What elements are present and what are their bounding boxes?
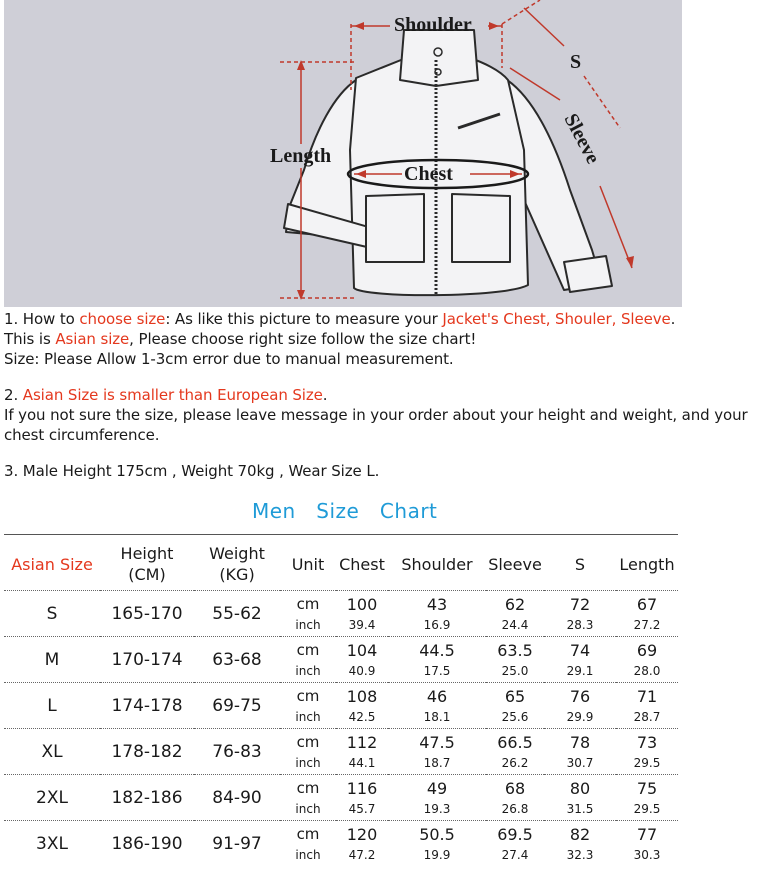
shoulder-label: Shoulder <box>394 14 472 36</box>
unit-inch-cell: inch <box>280 661 336 683</box>
sleeve-inch-cell: 26.2 <box>486 753 544 775</box>
sleeve-inch-cell: 25.0 <box>486 661 544 683</box>
shoulder-inch-cell: 18.1 <box>388 707 486 729</box>
instruction-3: 3. Male Height 175cm , Weight 70kg , Wear Size L. <box>4 462 380 480</box>
unit-inch-cell: inch <box>280 799 336 821</box>
highlight-asian-smaller: Asian Size is smaller than European Size <box>22 386 323 404</box>
table-row <box>4 821 678 846</box>
s-cm-cell: 72 <box>569 594 591 614</box>
size-cell: 3XL <box>36 833 68 854</box>
shoulder-inch-cell: 18.7 <box>388 753 486 775</box>
weight-cell: 63-68 <box>194 637 280 683</box>
header-unit: Unit <box>280 538 336 591</box>
s-inch-cell: 31.5 <box>544 799 616 821</box>
unit-inch-cell: inch <box>280 753 336 775</box>
header-shoulder: Shoulder <box>388 538 486 591</box>
table-row <box>4 637 678 662</box>
table-row <box>4 683 678 708</box>
unit-inch-cell: inch <box>295 848 321 862</box>
instruction-error-margin: Size: Please Allow 1-3cm error due to manual measurement. <box>4 350 454 368</box>
table-row <box>4 775 678 800</box>
header-weight-line2: (KG) <box>219 565 255 584</box>
header-weight-line1: Weight <box>209 544 265 563</box>
weight-cell: 55-62 <box>194 591 280 637</box>
table-header-row <box>4 538 678 591</box>
sleeve-inch-cell: 24.4 <box>486 615 544 637</box>
chest-inch-cell: 40.9 <box>336 661 388 683</box>
sleeve-inch-cell: 27.4 <box>501 848 529 862</box>
height-cell: 178-182 <box>100 729 194 775</box>
sleeve-cm-cell: 62 <box>504 594 526 614</box>
s-label: S <box>570 51 582 73</box>
header-chest: Chest <box>336 538 388 591</box>
instruction-2 <box>4 385 762 405</box>
sleeve-label: Sleeve <box>559 110 605 168</box>
text-span: , Please choose right size follow the size chart! <box>129 330 477 348</box>
sleeve-inch-cell: 26.8 <box>486 799 544 821</box>
length-cm-cell: 69 <box>636 640 658 660</box>
shoulder-inch-cell: 17.5 <box>388 661 486 683</box>
chart-title: Men Size Chart <box>252 499 438 523</box>
unit-inch-cell: inch <box>280 707 336 729</box>
header-length: Length <box>616 538 678 591</box>
height-cell: 182-186 <box>100 775 194 821</box>
chest-inch-cell: 45.7 <box>336 799 388 821</box>
length-cm-cell: 71 <box>636 686 658 706</box>
text-span: 1. How to <box>4 310 80 328</box>
unit-cm-cell: cm <box>296 825 320 843</box>
header-height-line1: Height <box>120 544 174 563</box>
chest-inch-cell: 47.2 <box>348 848 376 862</box>
sleeve-cm-cell: 68 <box>504 778 526 798</box>
height-cell: 186-190 <box>111 833 183 854</box>
jacket-illustration <box>4 0 682 307</box>
highlight-measurements: Jacket's Chest, Shouler, Sleeve <box>442 310 671 328</box>
unit-cm-cell: cm <box>296 595 320 613</box>
chest-cm-cell: 104 <box>346 640 378 660</box>
sleeve-cm-cell: 66.5 <box>497 732 533 752</box>
instruction-asian-size <box>4 329 762 349</box>
shoulder-cm-cell: 44.5 <box>419 640 455 660</box>
instruction-leave-message: If you not sure the size, please leave message in your order about your height and weight, and your chest circumference. <box>4 406 748 444</box>
header-height <box>100 538 194 591</box>
table-row <box>4 729 678 754</box>
s-cm-cell: 82 <box>569 824 591 844</box>
unit-cm-cell: cm <box>296 687 320 705</box>
sleeve-cm-cell: 63.5 <box>497 640 533 660</box>
table-top-rule <box>4 534 678 535</box>
weight-cell: 84-90 <box>194 775 280 821</box>
s-inch-cell: 29.1 <box>544 661 616 683</box>
size-cell: L <box>4 683 100 729</box>
chest-cm-cell: 120 <box>346 824 378 844</box>
s-inch-cell: 32.3 <box>566 848 594 862</box>
chest-cm-cell: 112 <box>346 732 378 752</box>
weight-cell: 69-75 <box>194 683 280 729</box>
size-chart-table <box>4 538 678 866</box>
header-asian-size: Asian Size <box>4 538 100 591</box>
s-cm-cell: 78 <box>569 732 591 752</box>
s-cm-cell: 80 <box>569 778 591 798</box>
chest-inch-cell: 39.4 <box>336 615 388 637</box>
shoulder-cm-cell: 50.5 <box>419 824 455 844</box>
text-span: : As like this picture to measure your <box>165 310 443 328</box>
length-cm-cell: 75 <box>636 778 658 798</box>
length-inch-cell: 28.7 <box>616 707 678 729</box>
length-inch-cell: 30.3 <box>633 848 661 862</box>
chest-cm-cell: 108 <box>346 686 378 706</box>
sleeve-cm-cell: 65 <box>504 686 526 706</box>
height-cell: 165-170 <box>100 591 194 637</box>
weight-cell: 91-97 <box>212 833 262 854</box>
shoulder-cm-cell: 46 <box>426 686 448 706</box>
height-cell: 170-174 <box>100 637 194 683</box>
header-sleeve: Sleeve <box>486 538 544 591</box>
s-cm-cell: 76 <box>569 686 591 706</box>
length-label: Length <box>270 145 332 167</box>
shoulder-cm-cell: 47.5 <box>419 732 455 752</box>
length-inch-cell: 27.2 <box>616 615 678 637</box>
header-s: S <box>544 538 616 591</box>
text-span: . <box>670 310 676 328</box>
s-inch-cell: 30.7 <box>544 753 616 775</box>
unit-cm-cell: cm <box>296 641 320 659</box>
shoulder-inch-cell: 19.3 <box>388 799 486 821</box>
length-inch-cell: 29.5 <box>616 799 678 821</box>
length-inch-cell: 28.0 <box>616 661 678 683</box>
shoulder-cm-cell: 49 <box>426 778 448 798</box>
size-cell: M <box>4 637 100 683</box>
length-inch-cell: 29.5 <box>616 753 678 775</box>
table-row <box>4 591 678 616</box>
length-cm-cell: 73 <box>636 732 658 752</box>
size-cell: 2XL <box>4 775 100 821</box>
size-instructions <box>4 309 762 481</box>
chest-inch-cell: 44.1 <box>336 753 388 775</box>
text-span: . <box>322 386 328 404</box>
length-cm-cell: 77 <box>636 824 658 844</box>
unit-inch-cell: inch <box>280 615 336 637</box>
shoulder-cm-cell: 43 <box>426 594 448 614</box>
unit-cm-cell: cm <box>296 779 320 797</box>
sleeve-inch-cell: 25.6 <box>486 707 544 729</box>
s-inch-cell: 28.3 <box>544 615 616 637</box>
shoulder-inch-cell: 19.9 <box>423 848 451 862</box>
weight-cell: 76-83 <box>194 729 280 775</box>
chest-cm-cell: 116 <box>346 778 378 798</box>
header-weight <box>194 538 280 591</box>
chest-cm-cell: 100 <box>346 594 378 614</box>
size-cell: S <box>4 591 100 637</box>
chest-inch-cell: 42.5 <box>336 707 388 729</box>
length-cm-cell: 67 <box>636 594 658 614</box>
text-span: This is <box>4 330 56 348</box>
highlight-choose-size: choose size <box>79 310 166 328</box>
height-cell: 174-178 <box>100 683 194 729</box>
shoulder-inch-cell: 16.9 <box>388 615 486 637</box>
instruction-1 <box>4 309 762 329</box>
jacket-measurement-diagram <box>4 0 682 307</box>
header-height-line2: (CM) <box>128 565 166 584</box>
size-chart-body <box>4 591 678 867</box>
highlight-asian-size: Asian size <box>55 330 130 348</box>
unit-cm-cell: cm <box>296 733 320 751</box>
s-cm-cell: 74 <box>569 640 591 660</box>
sleeve-cm-cell: 69.5 <box>497 824 533 844</box>
size-cell: XL <box>4 729 100 775</box>
text-span: 2. <box>4 386 23 404</box>
chest-label: Chest <box>404 163 453 185</box>
s-inch-cell: 29.9 <box>544 707 616 729</box>
